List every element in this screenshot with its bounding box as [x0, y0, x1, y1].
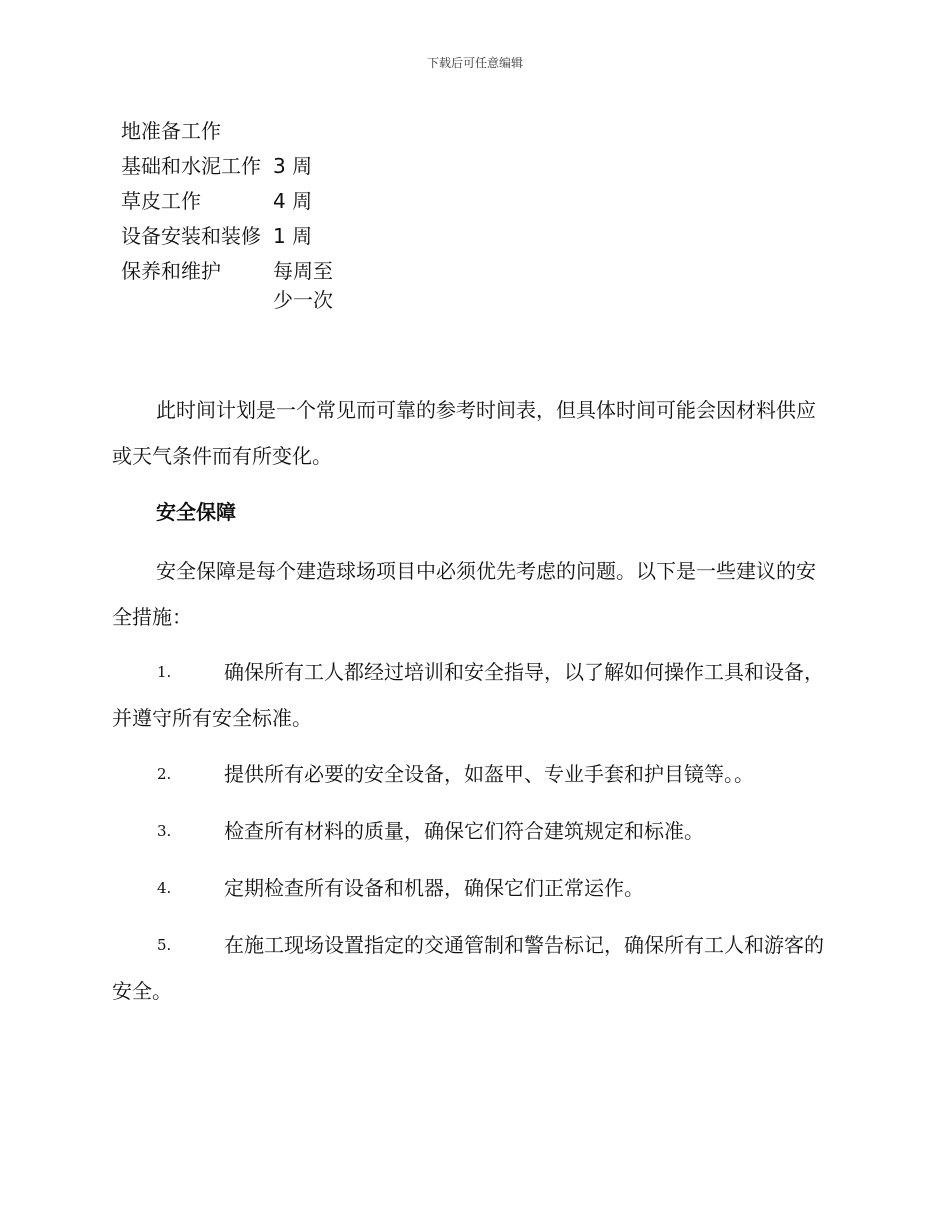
- task-cell: 地准备工作: [121, 119, 221, 143]
- schedule-table: [121, 117, 353, 321]
- duration-cell: [273, 117, 353, 146]
- table-row: [121, 257, 353, 315]
- schedule-note-paragraph: 此时间计划是一个常见而可靠的参考时间表，但具体时间可能会因材料供应或天气条件而有所变化。: [112, 398, 816, 468]
- list-item: [112, 751, 834, 797]
- task-cell: 草皮工作: [121, 189, 201, 213]
- duration-cell: 每周至少一次: [273, 259, 333, 312]
- section-heading: 安全保障: [156, 500, 236, 524]
- list-item: [112, 922, 834, 1014]
- safety-intro-paragraph: 安全保障是每个建造球场项目中必须优先考虑的问题。以下是一些建议的安全措施：: [112, 559, 816, 629]
- duration-cell: 1 周: [273, 224, 313, 248]
- list-item: [112, 808, 834, 854]
- list-number: 1.: [157, 663, 172, 681]
- task-cell: 保养和维护: [121, 259, 221, 283]
- list-text: 在施工现场设置指定的交通管制和警告标记，确保所有工人和游客的安全。: [112, 933, 824, 1003]
- list-number: 2.: [157, 765, 172, 783]
- list-text: 检查所有材料的质量，确保它们符合建筑规定和标准。: [224, 819, 704, 843]
- list-text: 提供所有必要的安全设备，如盔甲、专业手套和护目镜等。。: [224, 762, 754, 786]
- list-text: 确保所有工人都经过培训和安全指导，以了解如何操作工具和设备，并遵守所有安全标准。: [112, 660, 824, 730]
- list-item: [112, 649, 834, 741]
- duration-cell: 4 周: [273, 189, 313, 213]
- table-row: [121, 222, 353, 251]
- list-number: 5.: [157, 936, 172, 954]
- table-row: [121, 187, 353, 216]
- table-row: [121, 152, 353, 181]
- duration-cell: 3 周: [273, 154, 313, 178]
- table-row: [121, 117, 353, 146]
- page-header: 下载后可任意编辑: [426, 56, 523, 70]
- task-cell: 设备安装和装修: [121, 224, 261, 248]
- task-cell: 基础和水泥工作: [121, 154, 261, 178]
- list-number: 4.: [157, 879, 172, 897]
- list-item: [112, 865, 834, 911]
- list-number: 3.: [157, 822, 172, 840]
- list-text: 定期检查所有设备和机器，确保它们正常运作。: [224, 876, 644, 900]
